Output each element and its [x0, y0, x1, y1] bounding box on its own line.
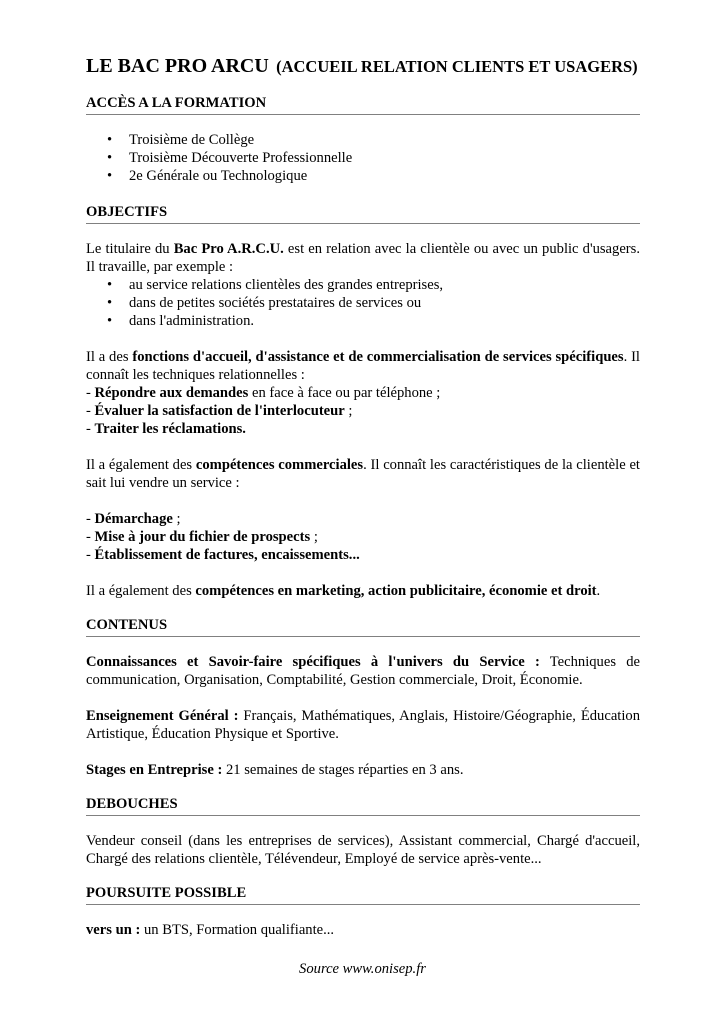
title-subtitle: (ACCUEIL RELATION CLIENTS ET USAGERS): [276, 57, 638, 76]
objectifs-list: [86, 276, 640, 330]
list-item: • 2e Générale ou Technologique: [86, 167, 640, 185]
section-heading-acces: ACCÈS A LA FORMATION: [86, 94, 640, 115]
objectifs-fonctions: Il a des fonctions d'accueil, d'assistance et de commercialisation de services spécifiques. Il connaît les techniques relationnelles :: [86, 349, 640, 383]
list-item: • Troisième de Collège: [86, 131, 640, 149]
document-content: [86, 52, 640, 939]
skill-line: - Répondre aux demandes en face à face ou par téléphone ;: [86, 385, 441, 401]
contenus-general: Enseignement Général : Français, Mathématiques, Anglais, Histoire/Géographie, Éducation Artistique, Éducation Physique et Sportive.: [86, 708, 640, 742]
relational-skills: [86, 384, 640, 438]
source-footer: Source www.onisep.fr: [299, 961, 426, 977]
section-heading-poursuite: POURSUITE POSSIBLE: [86, 884, 640, 905]
objectifs-intro: Le titulaire du Bac Pro A.R.C.U. est en relation avec la clientèle ou avec un public d'usagers. Il travaille, par exemple :: [86, 241, 640, 275]
list-item: • dans l'administration.: [86, 312, 640, 330]
contenus-stages: Stages en Entreprise : 21 semaines de stages réparties en 3 ans.: [86, 762, 464, 778]
skill-line: - Mise à jour du fichier de prospects ;: [86, 529, 318, 545]
skill-line: - Démarchage ;: [86, 511, 181, 527]
list-item: • dans de petites sociétés prestataires de services ou: [86, 294, 640, 312]
section-heading-objectifs: OBJECTIFS: [86, 203, 640, 224]
objectifs-commerciales: Il a également des compétences commerciales. Il connaît les caractéristiques de la clientèle et sait lui vendre un service :: [86, 457, 640, 491]
list-item: • au service relations clientèles des grandes entreprises,: [86, 276, 640, 294]
section-heading-debouches: DEBOUCHES: [86, 795, 640, 816]
page-title: [86, 52, 640, 78]
skill-line: - Évaluer la satisfaction de l'interlocuteur ;: [86, 403, 353, 419]
debouches-text: Vendeur conseil (dans les entreprises de services), Assistant commercial, Chargé d'accueil, Chargé des relations clientèle, Télévendeur, Employé de service après-vente...: [86, 833, 640, 867]
title-main: LE BAC PRO ARCU: [86, 55, 269, 77]
objectifs-marketing: Il a également des compétences en marketing, action publicitaire, économie et droit.: [86, 583, 601, 599]
skill-line: - Traiter les réclamations.: [86, 421, 246, 437]
section-heading-contenus: CONTENUS: [86, 616, 640, 637]
acces-list: [86, 131, 640, 185]
list-item: • Troisième Découverte Professionnelle: [86, 149, 640, 167]
commercial-skills: [86, 510, 640, 564]
contenus-specifiques: Connaissances et Savoir-faire spécifiques à l'univers du Service : Techniques de communication, Organisation, Comptabilité, Gestion commerciale, Droit, Économie.: [86, 654, 640, 688]
skill-line: - Établissement de factures, encaissements...: [86, 547, 360, 563]
poursuite-text: vers un : un BTS, Formation qualifiante...: [86, 922, 335, 938]
